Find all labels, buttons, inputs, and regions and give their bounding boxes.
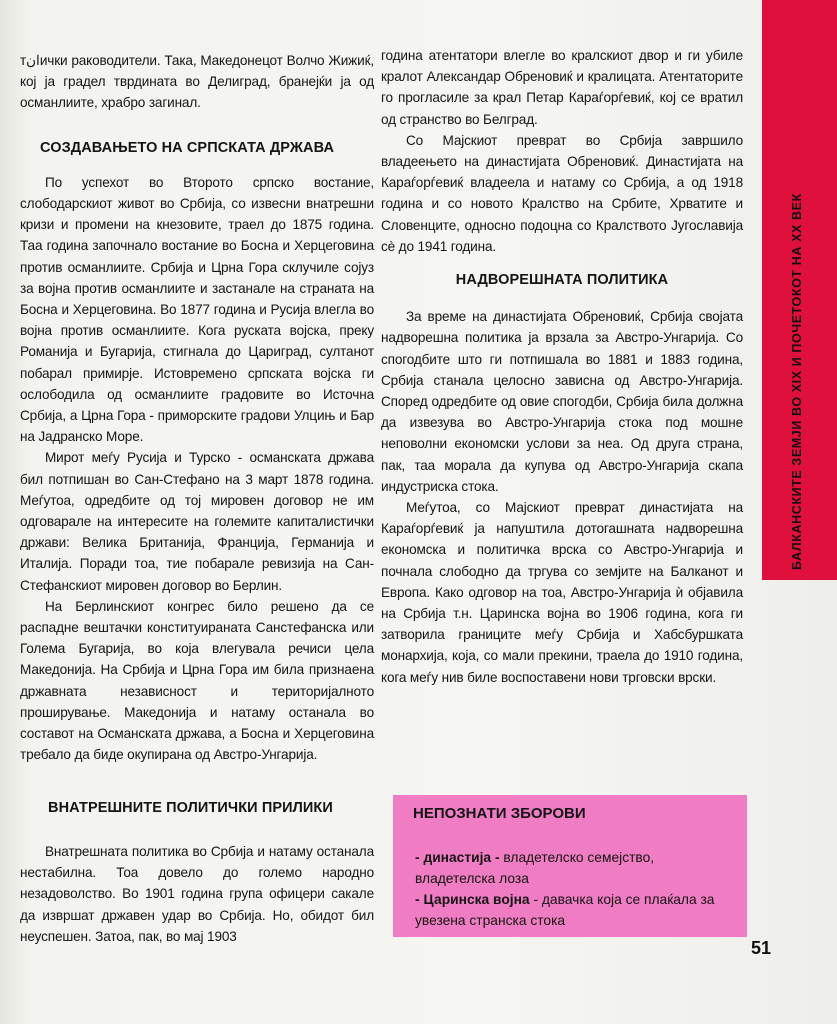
paragraph-may-coup: Со Мајскиот преврат во Србија завршило владеењето на династијата Обреновиќ. Династијата на Караѓорѓевиќ владеела и натаму со Србија, а од 1918 година и со новото Кралство на Србите, Хрватите и Словенците, односно подоцна со Кралството Југославија сè до 1941 година. (381, 132, 743, 254)
left-column (20, 50, 374, 766)
right-intro-paragraph: година атентатори влегле во кралскиот двор и ги убиле кралот Александар Обреновиќ и кралицата. Атентаторите го прогласиле за крал Петар Караѓорѓевиќ, кој се вратил од странство во Белград. (381, 48, 743, 127)
heading-internal-politics: ВНАТРЕШНИТЕ ПОЛИТИЧКИ ПРИЛИКИ (48, 800, 333, 816)
paragraph-internal-politics: Внатрешната политика во Србија и натаму останала нестабилна. Тоа довело до големо народно незадоволство. Во 1901 година група офицери сакале да извршат државен удар во Србија. Но, обидот бил неуспешен. Затоа, пак, во мај 1903 (20, 844, 374, 944)
right-column (381, 45, 743, 688)
vocabulary-definition: владетелско семејство, владетелска лоза (415, 850, 655, 886)
vocabulary-entry: - династија - владетелско семејство, владетелска лоза (415, 850, 655, 886)
vocabulary-title: НЕПОЗНАТИ ЗБОРОВИ (413, 805, 586, 822)
chapter-side-title-text: БАЛКАНСКИТЕ ЗЕМЈИ ВО XIX И ПОЧЕТОКОТ НА XX ВЕК (790, 193, 804, 570)
left-intro-paragraph: тانички раководители. Така, Македонецот Волчо Жижиќ, кој ја градел тврдината во Делиград, бранејќи ја од османлиите, храбро загинал. (20, 53, 374, 111)
page-number: 51 (751, 938, 772, 958)
vocabulary-entries (415, 847, 735, 931)
heading-serbian-state-creation: СОЗДАВАЊЕТО НА СРПСКАТА ДРЖАВА (40, 139, 335, 156)
paragraph-customs-war: Меѓутоа, со Мајскиот преврат династијата на Караѓорѓевиќ ја напуштила дотогашната надворешна економска и политичка врска со Австро-Унгарија и почнала слободно да тргува со земјите на Балканот и Европа. Како одговор на тоа, Австро-Унгарија ѝ објавила на Србија т.н. Царинска војна во 1906 година, кога ги затворила границите меѓу Србија и Хабсбуршката монархија, која, со мали прекини, траела до 1910 година, кога меѓу нив биле воспоставени нови трговски врски. (381, 500, 743, 685)
paragraph-san-stefano: Мирот меѓу Русија и Турско - османската држава бил потпишан во Сан-Стефано на 3 март 1878 година. Меѓутоа, одредбите од тој мировен договор не им одговарале на интересите на големите капиталистички држави: Велика Британија, Франција, Германија и Италија. Поради тоа, тие побарале ревизија на Сан-Стефанскиот мировен договор во Берлин. (20, 450, 374, 593)
internal-politics-text (20, 841, 374, 947)
vocabulary-term: династија (423, 850, 492, 865)
paragraph-uprising: По успехот во Второто српско востание, слободарскиот живот во Србија, со извесни внатрешни кризи и промени на кнезовите, траел до 1875 година. Таа година започнало востание во Босна и Херцеговина против османлиите. Србија и Црна Гора склучиле сојуз за војна против османлиите и застанале на страната на Босна и Херцеговина. Во 1877 година и Русија влегла во војна против османлиите. Кога руската војска, преку Романија и Бугарија, стигнала до Цариград, султанот побарал примирје. Истовремено српската војска ги ослободила од османлиите градовите во Источна Србија, а Црна Гора - приморските градови Улцињ и Бар на Јадранско Море. (20, 174, 374, 445)
heading-foreign-policy: НАДВОРЕШНАТА ПОЛИТИКА (455, 272, 669, 289)
vocabulary-box (393, 795, 747, 937)
paragraph-obrenovic-policy: За време на династијата Обреновиќ, Србија својата надворешна политика ја врзала за Австро-Унгарија. Со спогодбите што ги потпишала во 1881 и 1883 година, Србија станала целосно зависна од Австро-Унгарија. Според одредбите од овие спогодби, Србија била должна да извезува во Австро-Унгарија стока под мошне неповолни економски услови за неа. Од друга страна, пак, таа морала да купува од Австро-Унгарија скапа индустриска стока. (381, 309, 743, 494)
vocabulary-term: Царинска војна (423, 892, 530, 907)
vocabulary-definition: давачка која се плаќала за увезена странска стока (415, 892, 715, 928)
paragraph-berlin-congress: На Берлинскиот конгрес било решено да се распадне вештачки конституираната Санстефанска или Голема Бугарија, во која влегувала речиси цела Македонија. На Србија и Црна Гора им била признаена државната независност и територијалното проширување. Македонија и натаму останала во составот на Османската држава, а Босна и Херцеговина требало да биде окупирана од Австро-Унгарија. (20, 598, 374, 763)
vocabulary-entry: - Царинска војна - давачка која се плаќала за увезена странска стока (415, 892, 715, 928)
